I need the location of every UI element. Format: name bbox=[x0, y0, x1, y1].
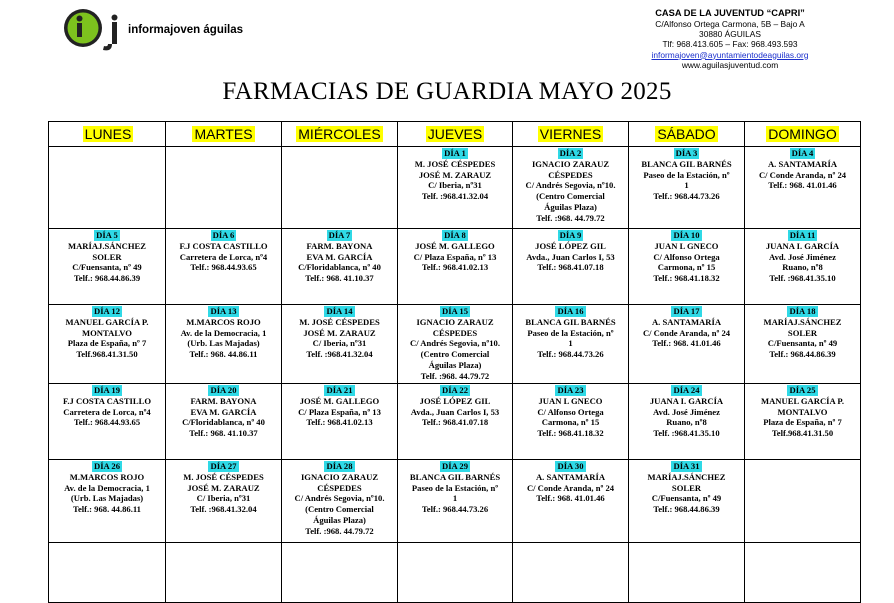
week-row bbox=[49, 229, 861, 305]
day-cell bbox=[629, 229, 745, 305]
day-cell bbox=[398, 305, 513, 384]
day-cell bbox=[282, 460, 398, 543]
weekday-header-row bbox=[49, 122, 861, 147]
day-number-badge: DÍA 27 bbox=[210, 461, 237, 471]
pharmacy-detail-line: Telf. :968.41.32.04 bbox=[421, 191, 489, 202]
pharmacy-name: JUAN L GNECO bbox=[654, 240, 719, 251]
day-cell bbox=[166, 305, 282, 384]
pharmacy-name: FARM. BAYONA bbox=[190, 395, 257, 406]
pharmacy-name: JOSÉ M. GALLEGO bbox=[415, 240, 495, 251]
day-cell bbox=[629, 147, 745, 229]
week-row bbox=[49, 384, 861, 460]
pharmacy-detail-line: MONTALVO bbox=[777, 406, 828, 417]
day-cell bbox=[398, 384, 513, 460]
pharmacy-name: JUANA I. GARCÍA bbox=[765, 240, 840, 251]
pharmacy-detail-line: C/ Conde Aranda, nº 24 bbox=[526, 482, 615, 493]
pharmacy-name: IGNACIO ZARAUZ bbox=[531, 158, 610, 169]
pharmacy-detail-line: Telf. :968.41.35.10 bbox=[653, 428, 720, 439]
day-cell bbox=[49, 460, 166, 543]
pharmacy-detail-line: C/ Andrés Segovia, nº10. bbox=[525, 180, 616, 191]
empty-day-cell bbox=[745, 460, 861, 543]
pharmacy-detail-line: Carretera de Lorca, nº4 bbox=[179, 251, 268, 262]
pharmacy-detail-line: Telf.: 968. 44.86.11 bbox=[189, 349, 258, 360]
pharmacy-detail-line: C/ Iberia, nº31 bbox=[196, 493, 251, 504]
pharmacy-name: A. SANTAMARÍA bbox=[767, 158, 838, 169]
pharmacy-detail-line: SOLER bbox=[787, 327, 818, 338]
pharmacy-detail-line: C/ Andrés Segovia, nº10. bbox=[410, 338, 500, 349]
weekday-header: LUNES bbox=[49, 122, 166, 147]
pharmacy-detail-line: Plaza de España, nº 7 bbox=[67, 338, 147, 349]
pharmacy-detail-line: Águilas Plaza) bbox=[313, 514, 366, 525]
pharmacy-detail-line: C/ Alfonso Ortega bbox=[537, 406, 604, 417]
weekday-header: DOMINGO bbox=[745, 122, 861, 147]
pharmacy-detail-line: C/ Alfonso Ortega bbox=[653, 251, 720, 262]
day-cell bbox=[629, 384, 745, 460]
empty-day-cell bbox=[166, 543, 282, 603]
pharmacy-detail-line: Ruano, nº8 bbox=[782, 262, 823, 273]
pharmacy-detail-line: Carmona, nº 15 bbox=[657, 262, 716, 273]
pharmacy-detail-line: (Centro Comercial bbox=[305, 504, 374, 515]
pharmacy-detail-line: (Urb. Las Majadas) bbox=[187, 338, 260, 349]
pharmacy-detail-line: (Urb. Las Majadas) bbox=[70, 493, 144, 504]
pharmacy-detail-line: Telf.: 968.44.86.39 bbox=[653, 504, 720, 515]
day-number-badge: DÍA 22 bbox=[441, 385, 469, 395]
week-row bbox=[49, 305, 861, 384]
pharmacy-detail-line: Telf.: 968.41.07.18 bbox=[537, 262, 604, 273]
contact-block bbox=[630, 8, 830, 70]
pharmacy-detail-line: Telf.: 968.41.18.32 bbox=[653, 273, 720, 284]
pharmacy-detail-line: Telf.: 968.41.07.18 bbox=[421, 417, 489, 428]
day-number-badge: DÍA 4 bbox=[791, 148, 814, 158]
day-number-badge: DÍA 30 bbox=[557, 461, 584, 471]
pharmacy-name: MANUEL GARCÍA P. bbox=[760, 395, 844, 406]
pharmacy-detail-line: Telf.: 968.41.02.13 bbox=[306, 417, 373, 428]
pharmacy-detail-line: Paseo de la Estación, nº bbox=[643, 169, 730, 180]
pharmacy-name: BLANCA GIL BARNÉS bbox=[641, 158, 732, 169]
pharmacy-detail-line: SOLER bbox=[92, 251, 122, 262]
day-cell bbox=[745, 305, 861, 384]
pharmacy-name: JOSÉ LÓPEZ GIL bbox=[535, 240, 606, 251]
pharmacy-name: BLANCA GIL BARNÉS bbox=[409, 471, 501, 482]
day-number-badge: DÍA 5 bbox=[96, 230, 118, 240]
day-cell bbox=[513, 229, 629, 305]
day-cell bbox=[166, 229, 282, 305]
weekday-header: VIERNES bbox=[513, 122, 629, 147]
page-title: FARMACIAS DE GUARDIA MAYO 2025 bbox=[222, 78, 672, 105]
pharmacy-detail-line: C/ Iberia, nº31 bbox=[428, 180, 482, 191]
contact-web: www.aguilasjuventud.com bbox=[681, 59, 779, 70]
pharmacy-detail-line: Telf.: 968.41.18.32 bbox=[537, 428, 604, 439]
pharmacy-detail-line: C/Floridablanca, nº 40 bbox=[298, 262, 381, 273]
pharmacy-name: IGNACIO ZARAUZ bbox=[300, 471, 379, 482]
pharmacy-detail-line: Águilas Plaza) bbox=[428, 359, 482, 370]
day-number-badge: DÍA 24 bbox=[673, 385, 700, 395]
pharmacy-name: M. JOSÉ CÉSPEDES bbox=[414, 158, 496, 169]
pharmacy-detail-line: C/ Iberia, nº31 bbox=[312, 338, 367, 349]
pharmacy-detail-line: C/Floridablanca, nº 40 bbox=[182, 417, 265, 428]
day-cell bbox=[629, 460, 745, 543]
day-number-badge: DÍA 13 bbox=[210, 306, 237, 316]
pharmacy-name: IGNACIO ZARAUZ bbox=[416, 316, 494, 327]
day-cell bbox=[398, 229, 513, 305]
day-number-badge: DÍA 10 bbox=[673, 230, 700, 240]
day-number-badge: DÍA 31 bbox=[673, 461, 700, 471]
pharmacy-detail-line: Águilas Plaza) bbox=[544, 201, 597, 212]
pharmacy-name: F.J COSTA CASTILLO bbox=[62, 395, 152, 406]
pharmacy-detail-line: Avd. José Jiménez bbox=[769, 251, 836, 262]
pharmacy-name: MARÍAJ.SÁNCHEZ bbox=[647, 471, 726, 482]
calendar-table bbox=[48, 121, 861, 603]
day-number-badge: DÍA 12 bbox=[93, 306, 121, 316]
pharmacy-name: JOSÉ LÓPEZ GIL bbox=[419, 395, 491, 406]
pharmacy-detail-line: CÉSPEDES bbox=[432, 327, 478, 338]
pharmacy-detail-line: C/ Plaza España, nº 13 bbox=[298, 406, 381, 417]
empty-day-cell bbox=[282, 147, 398, 229]
contact-phones: Tlf: 968.413.605 – Fax: 968.493.593 bbox=[662, 39, 798, 50]
pharmacy-detail-line: EVA M. GARCÍA bbox=[190, 406, 257, 417]
day-cell bbox=[282, 305, 398, 384]
pharmacy-detail-line: JOSÉ M. ZARAUZ bbox=[303, 327, 376, 338]
day-number-badge: DÍA 23 bbox=[557, 385, 584, 395]
pharmacy-detail-line: Telf.: 968. 44.86.11 bbox=[73, 504, 141, 515]
day-cell bbox=[398, 147, 513, 229]
pharmacy-name: F.J COSTA CASTILLO bbox=[179, 240, 268, 251]
pharmacy-detail-line: Telf. :968. 44.79.72 bbox=[536, 212, 605, 223]
contact-city: 30880 ÁGUILAS bbox=[699, 29, 761, 40]
day-cell bbox=[166, 384, 282, 460]
pharmacy-detail-line: Plaza de España, nº 7 bbox=[763, 417, 842, 428]
day-cell bbox=[745, 147, 861, 229]
pharmacy-detail-line: Telf.: 968.44.93.65 bbox=[190, 262, 257, 273]
pharmacy-detail-line: CÉSPEDES bbox=[548, 169, 593, 180]
day-number-badge: DÍA 17 bbox=[673, 306, 700, 316]
pharmacy-name: JUANA I. GARCÍA bbox=[649, 395, 724, 406]
day-number-badge: DÍA 14 bbox=[326, 306, 353, 316]
empty-day-cell bbox=[398, 543, 513, 603]
pharmacy-detail-line: Telf.: 968.44.73.26 bbox=[421, 504, 489, 515]
pharmacy-detail-line: Carmona, nº 15 bbox=[541, 417, 600, 428]
pharmacy-name: MANUEL GARCÍA P. bbox=[65, 316, 149, 327]
pharmacy-detail-line: Telf. :968.41.32.04 bbox=[190, 504, 257, 515]
day-cell bbox=[49, 229, 166, 305]
week-row bbox=[49, 147, 861, 229]
pharmacy-name: FARM. BAYONA bbox=[306, 240, 373, 251]
pharmacy-detail-line: Av. de la Democracia, 1 bbox=[64, 482, 150, 493]
day-number-badge: DÍA 11 bbox=[789, 230, 816, 240]
pharmacy-name: MARÍAJ.SÁNCHEZ bbox=[67, 240, 147, 251]
pharmacy-detail-line: JOSÉ M. ZARAUZ bbox=[418, 169, 492, 180]
day-number-badge: DÍA 3 bbox=[675, 148, 698, 158]
pharmacy-name: M.MARCOS ROJO bbox=[186, 316, 261, 327]
ij-logo-icon bbox=[60, 8, 126, 54]
pharmacy-detail-line: Paseo de la Estación, nº bbox=[411, 482, 499, 493]
pharmacy-name: JUAN L GNECO bbox=[538, 395, 603, 406]
empty-day-cell bbox=[745, 543, 861, 603]
day-cell bbox=[513, 147, 629, 229]
pharmacy-detail-line: Telf.: 968. 41.01.46 bbox=[536, 493, 605, 504]
weekday-header: MIÉRCOLES bbox=[282, 122, 398, 147]
pharmacy-name: M. JOSÉ CÉSPEDES bbox=[183, 471, 264, 482]
pharmacy-name: MARÍAJ.SÁNCHEZ bbox=[763, 316, 842, 327]
pharmacy-detail-line: Telf. :968.41.32.04 bbox=[306, 349, 373, 360]
day-cell bbox=[282, 384, 398, 460]
pharmacy-name: A. SANTAMARÍA bbox=[535, 471, 606, 482]
pharmacy-detail-line: C/Fuensanta, nº 49 bbox=[72, 262, 142, 273]
day-number-badge: DÍA 16 bbox=[557, 306, 584, 316]
contact-email-link[interactable]: informajoven@ayuntamientodeaguilas.org bbox=[651, 49, 809, 60]
pharmacy-detail-line: Telf.: 968.44.73.26 bbox=[537, 349, 604, 360]
pharmacy-detail-line: Telf. :968.41.35.10 bbox=[769, 273, 836, 284]
pharmacy-detail-line: CÉSPEDES bbox=[317, 482, 362, 493]
pharmacy-detail-line: Telf.: 968.41.02.13 bbox=[421, 262, 489, 273]
weekday-header: MARTES bbox=[166, 122, 282, 147]
pharmacy-detail-line: Telf.968.41.31.50 bbox=[771, 428, 834, 439]
pharmacy-detail-line: Avda., Juan Carlos I, 53 bbox=[526, 251, 615, 262]
pharmacy-detail-line: Telf.: 968.44.73.26 bbox=[653, 191, 720, 202]
day-number-badge: DÍA 15 bbox=[441, 306, 469, 316]
day-number-badge: DÍA 20 bbox=[210, 385, 237, 395]
pharmacy-detail-line: JOSÉ M. ZARAUZ bbox=[187, 482, 260, 493]
pharmacy-detail-line: C/ Conde Aranda, nº 24 bbox=[642, 327, 731, 338]
pharmacy-detail-line: Telf.: 968.44.86.39 bbox=[769, 349, 836, 360]
day-cell bbox=[398, 460, 513, 543]
contact-address: C/Alfonso Ortega Carmona, 5B – Bajo A bbox=[655, 19, 805, 29]
pharmacy-detail-line: (Centro Comercial bbox=[420, 349, 490, 360]
day-cell bbox=[745, 229, 861, 305]
day-number-badge: DÍA 29 bbox=[441, 461, 469, 471]
empty-day-cell bbox=[282, 543, 398, 603]
pharmacy-detail-line: 1 bbox=[568, 338, 573, 349]
week-row bbox=[49, 543, 861, 603]
day-number-badge: DÍA 9 bbox=[559, 230, 582, 240]
pharmacy-detail-line: Telf.: 968. 41.10.37 bbox=[189, 428, 258, 439]
day-number-badge: DÍA 7 bbox=[328, 230, 351, 240]
empty-day-cell bbox=[629, 543, 745, 603]
pharmacy-detail-line: C/Fuensanta, nº 49 bbox=[767, 338, 838, 349]
pharmacy-detail-line: Telf.: 968. 41.10.37 bbox=[305, 273, 374, 284]
day-cell bbox=[49, 384, 166, 460]
empty-day-cell bbox=[49, 147, 166, 229]
empty-day-cell bbox=[166, 147, 282, 229]
calendar-body bbox=[49, 147, 861, 603]
contact-title: CASA DE LA JUVENTUD “CAPRI” bbox=[655, 8, 805, 18]
day-cell bbox=[513, 460, 629, 543]
day-cell bbox=[282, 229, 398, 305]
pharmacy-name: M. JOSÉ CÉSPEDES bbox=[299, 316, 380, 327]
day-number-badge: DÍA 1 bbox=[444, 148, 466, 158]
pharmacy-detail-line: MONTALVO bbox=[82, 327, 132, 338]
day-cell bbox=[166, 460, 282, 543]
pharmacy-detail-line: Telf.: 968.44.86.39 bbox=[73, 273, 141, 284]
day-cell bbox=[745, 384, 861, 460]
day-number-badge: DÍA 26 bbox=[93, 461, 121, 471]
day-cell bbox=[513, 384, 629, 460]
day-cell bbox=[629, 305, 745, 384]
pharmacy-detail-line: Paseo de la Estación, nº bbox=[527, 327, 614, 338]
day-number-badge: DÍA 19 bbox=[93, 385, 121, 395]
weekday-header: JUEVES bbox=[398, 122, 513, 147]
pharmacy-detail-line: Av. de la Democracia, 1 bbox=[180, 327, 267, 338]
pharmacy-name: JOSÉ M. GALLEGO bbox=[299, 395, 380, 406]
week-row bbox=[49, 460, 861, 543]
pharmacy-detail-line: C/Fuensanta, nº 49 bbox=[651, 493, 722, 504]
day-number-badge: DÍA 2 bbox=[559, 148, 582, 158]
day-cell bbox=[49, 305, 166, 384]
pharmacy-detail-line: Telf. :968. 44.79.72 bbox=[305, 525, 374, 536]
pharmacy-detail-line: EVA M. GARCÍA bbox=[306, 251, 373, 262]
pharmacy-detail-line: Telf.: 968. 41.01.46 bbox=[768, 180, 837, 191]
pharmacy-name: A. SANTAMARÍA bbox=[651, 316, 722, 327]
day-number-badge: DÍA 28 bbox=[326, 461, 353, 471]
day-number-badge: DÍA 21 bbox=[326, 385, 353, 395]
day-cell bbox=[513, 305, 629, 384]
pharmacy-detail-line: Ruano, nº8 bbox=[666, 417, 707, 428]
pharmacy-detail-line: Telf.968.41.31.50 bbox=[76, 349, 138, 360]
pharmacy-detail-line: (Centro Comercial bbox=[536, 191, 605, 202]
pharmacy-detail-line: 1 bbox=[452, 493, 458, 504]
day-number-badge: DÍA 6 bbox=[212, 230, 235, 240]
pharmacy-detail-line: Telf. :968. 44.79.72 bbox=[420, 370, 490, 381]
pharmacy-detail-line: 1 bbox=[684, 180, 689, 191]
pharmacy-detail-line: Telf.: 968.44.93.65 bbox=[73, 417, 141, 428]
day-number-badge: DÍA 18 bbox=[789, 306, 816, 316]
day-number-badge: DÍA 8 bbox=[444, 230, 466, 240]
empty-day-cell bbox=[513, 543, 629, 603]
empty-day-cell bbox=[49, 543, 166, 603]
pharmacy-detail-line: Avd. José Jiménez bbox=[653, 406, 720, 417]
logo-text: informajoven águilas bbox=[128, 24, 244, 36]
pharmacy-name: M.MARCOS ROJO bbox=[69, 471, 145, 482]
pharmacy-detail-line: C/ Conde Aranda, nº 24 bbox=[758, 169, 847, 180]
pharmacy-detail-line: SOLER bbox=[671, 482, 702, 493]
pharmacy-detail-line: Avda., Juan Carlos I, 53 bbox=[410, 406, 500, 417]
day-number-badge: DÍA 25 bbox=[789, 385, 816, 395]
pharmacy-detail-line: C/ Plaza España, nº 13 bbox=[413, 251, 497, 262]
pharmacy-name: BLANCA GIL BARNÉS bbox=[525, 316, 616, 327]
pharmacy-detail-line: C/ Andrés Segovia, nº10. bbox=[294, 493, 385, 504]
pharmacy-detail-line: Telf.: 968. 41.01.46 bbox=[652, 338, 721, 349]
weekday-header: SÁBADO bbox=[629, 122, 745, 147]
pharmacy-detail-line: Carretera de Lorca, nº4 bbox=[63, 406, 151, 417]
